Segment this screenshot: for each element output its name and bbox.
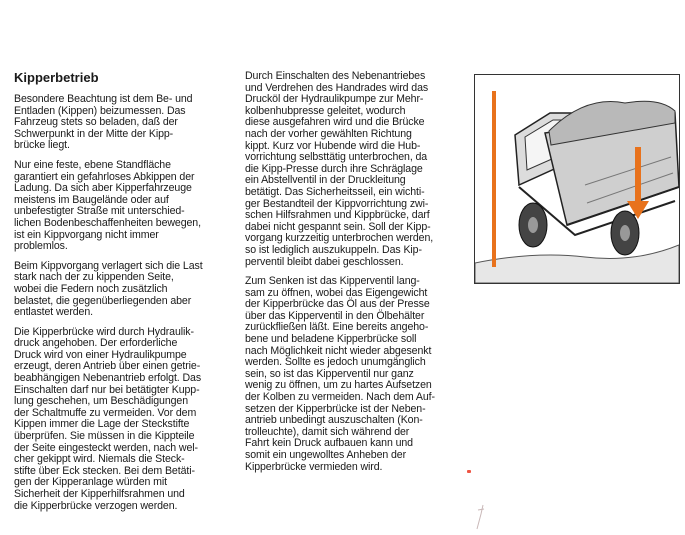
paragraph: Nur eine feste, ebene Standfläche garantiert ein gefahrloses Abkippen der Ladung. Da sich aber Kipperfahrzeuge meistens im Baugelände oder auf unbefestigter Straße mit unterschied- lichen Bodenbeschaffenheiten bewegen, ist ein Kippvorgang nicht immer problemlos. [14, 158, 201, 253]
paragraph: Die Kipperbrücke wird durch Hydraulik- druck angehoben. Der erforderliche Druck wird von einer Hydraulikpumpe erzeugt, deren Antrieb über einen getrie- beabhängigen Nebenantrieb erfolgt. Das Einschalten darf nur bei betätigter Kupp- lung geschehen, um Beschädigungen der Schaltmuffe zu vermeiden. Vor dem Kippen immer die Lage der Steckstifte überprüfen. Sie müssen in die Kippteile der Seite eingesteckt werden, nach wel- cher gekippt wird. Niemals die Steck- stifte über Eck stecken. Bei dem Betäti- gen der Kipperanlage würden mit Sicherheit der Kipperhilfsrahmen und die Kipperbrücke verzogen werden. [14, 325, 202, 512]
pencil-stroke [474, 504, 486, 535]
arrow-shaft [635, 147, 641, 203]
front-hub [528, 217, 538, 233]
paragraph: Beim Kippvorgang verlagert sich die Last stark nach der zu kippenden Seite, wobei die Federn noch zusätzlich belastet, die gegenüberliegenden aber entlastet werden. [14, 259, 203, 319]
rear-hub [620, 225, 630, 241]
paragraph: Zum Senken ist das Kipperventil lang- sam zu öffnen, wobei das Eigengewicht der Kipperbrücke das Öl aus der Presse über das Kipperventil in den Ölbehälter zurückfließen läßt. Eine bereits angeho- bene und beladene Kipperbrücke soll nach Möglichkeit nicht wieder abgesenkt werden. Sollte es jedoch unumgänglich sein, so ist das Kipperventil nur ganz wenig zu öffnen, um zu hartes Aufsetzen der Kolben zu vermeiden. Nach dem Auf- setzen der Kipperbrücke ist der Neben- antrieb unbedingt auszuschalten (Kon- trolleuchte), damit sich während der Fahrt kein Druck aufbauen kann und somit ein ungewolltes Anheben der Kipperbrücke vermieden wird. [245, 275, 435, 473]
tipper-truck-drawing [475, 75, 679, 283]
tipper-truck-illustration [474, 74, 680, 284]
paragraph: Durch Einschalten des Nebenantriebes und Verdrehen des Handrades wird das Drucköl der Hydraulikpumpe zur Mehr- kolbenhubpresse geleitet, wodurch diese ausgefahren wird und die Brücke nach der vorher gewählten Richtung kippt. Kurz vor Hubende wird die Hub- vorrichtung selbsttätig unterbrochen, da die Kipp-Presse durch ihre Schräglage ein Abstellventil in der Druckleitung betätigt. Das Sicherheitsseil, ein wichti- ger Bestandteil der Kippvorrichtung zwi- schen Hilfsrahmen und Kippbrücke, darf dabei nicht gespannt sein. Soll der Kipp- vorgang kurzzeitig unterbrochen werden, so ist lediglich auszukuppeln. Das Kip- perventil bleibt dabei geschlossen. [245, 70, 434, 268]
section-heading: Kipperbetrieb [14, 70, 99, 85]
ground-shape [475, 245, 679, 283]
pencil-stroke-icon [474, 504, 486, 530]
paragraph: Besondere Beachtung ist dem Be- und Entladen (Kippen) beizumessen. Das Fahrzeug stets so beladen, daß der Schwerpunkt in der Mitte der Kipp- brücke liegt. [14, 93, 193, 152]
marker-pole [492, 91, 496, 267]
stray-mark [467, 470, 471, 473]
text-column-right [245, 71, 470, 481]
text-column-left [14, 94, 236, 520]
